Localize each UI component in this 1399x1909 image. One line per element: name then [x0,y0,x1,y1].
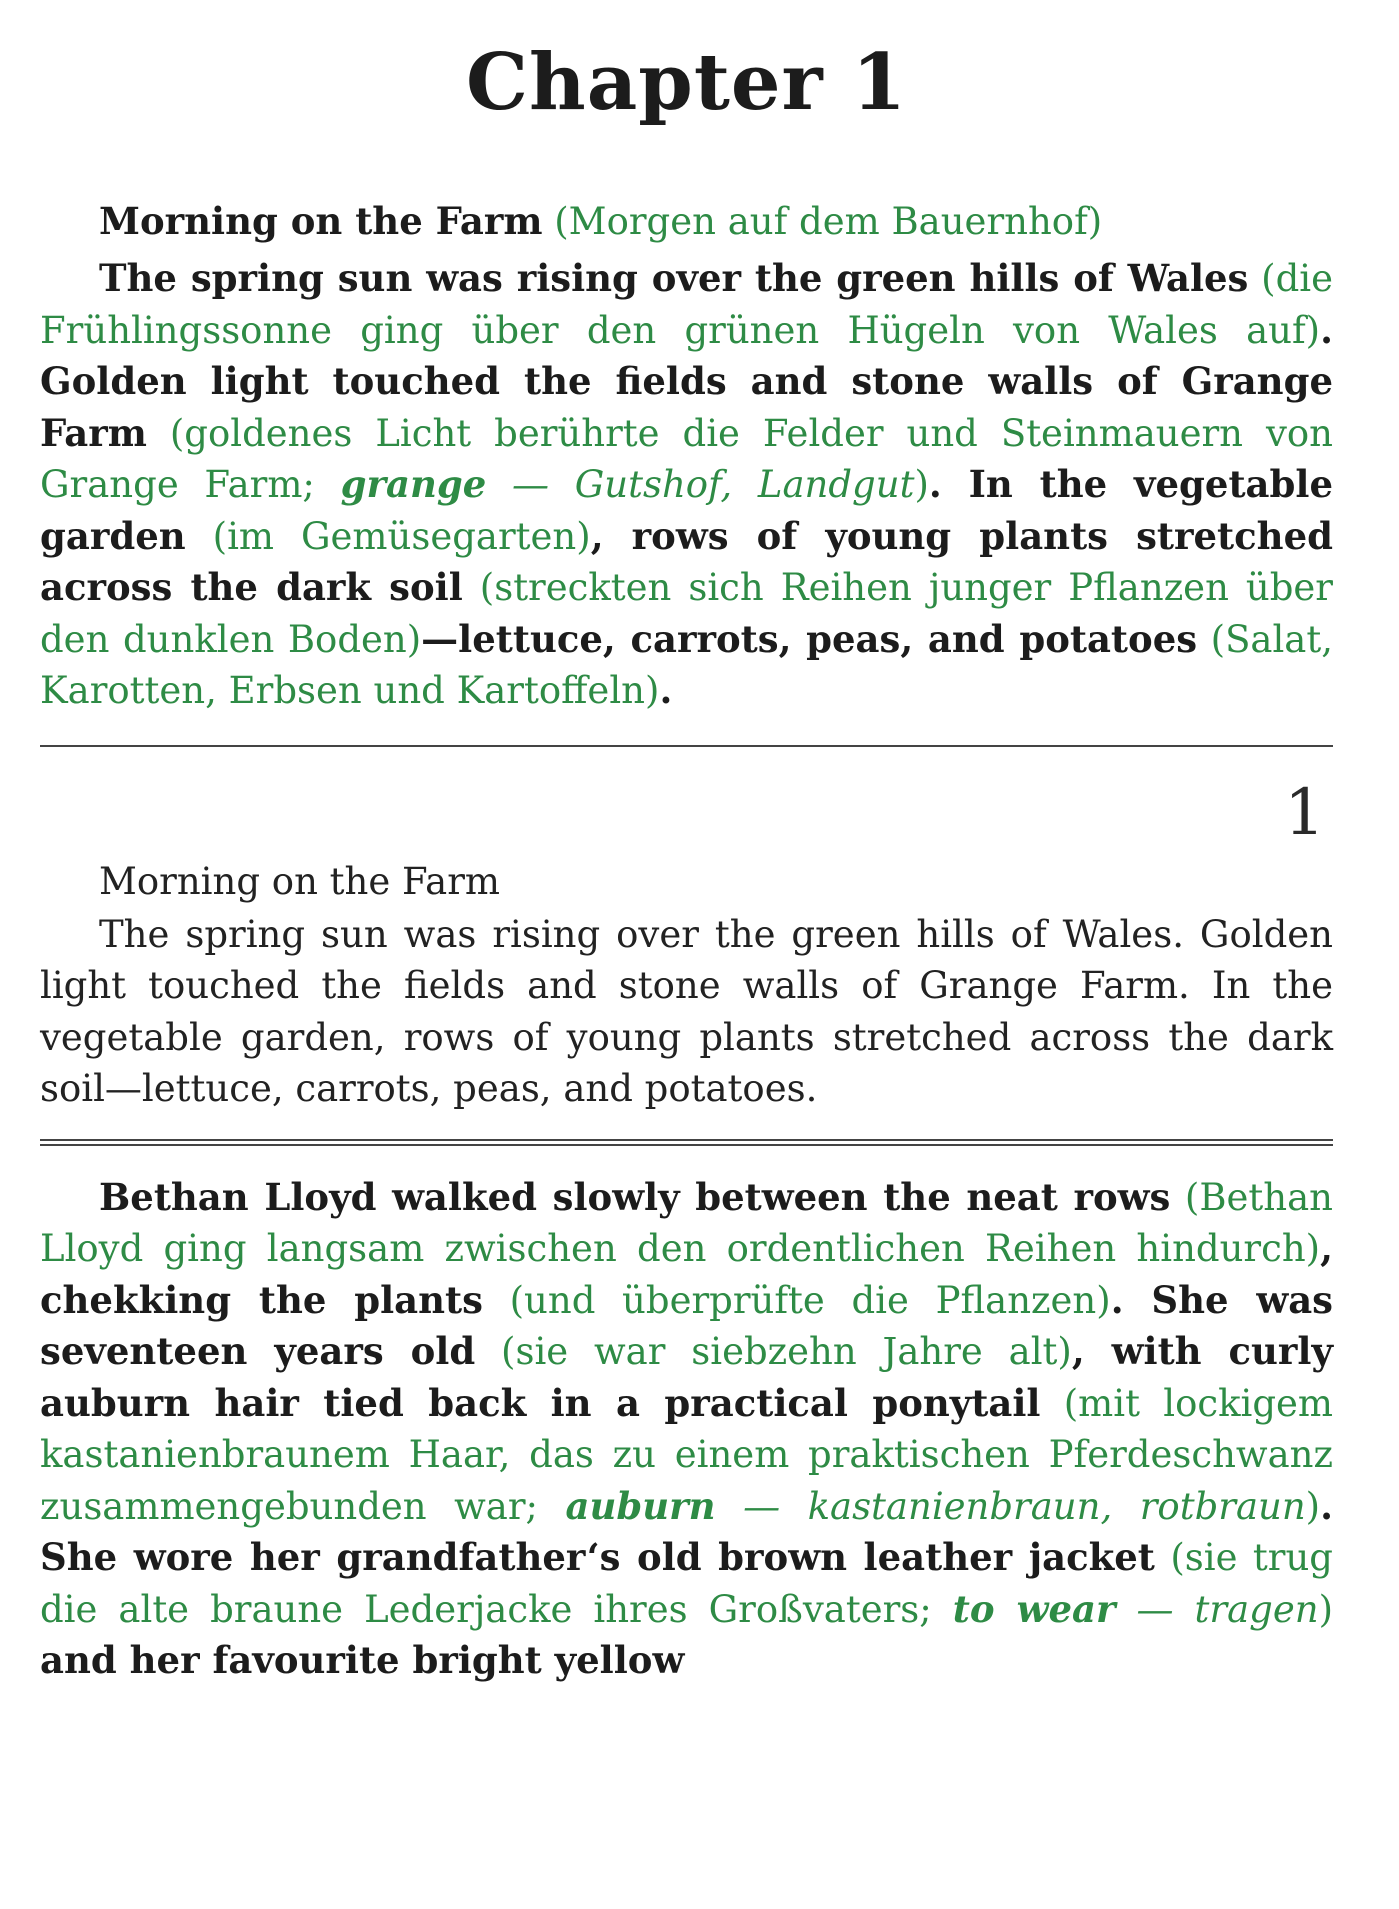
english-text: , rows of young plants stretched across the dark soil [40,513,1333,609]
german-translation: (goldenes Licht berührte die Felder und Steinmauern von Grange Farm; [40,411,1333,506]
english-text: , with curly auburn hair tied back in a practical ponytail [40,1329,1333,1425]
german-translation: (im Gemüsegarten) [185,514,591,558]
german-translation: (und überprüfte die Pflanzen) [482,1278,1111,1322]
english-text: Bethan Lloyd walked slowly between the neat rows [99,1174,1171,1219]
german-translation: (Salat, Karotten, Erbsen und Kartoffeln) [40,617,1333,712]
german-translation: (streckten sich Reihen junger Pflanzen über den dunklen Boden) [40,566,1333,661]
german-translation: (die Frühlingssonne ging über den grünen Hügeln von Wales auf) [40,257,1333,352]
english-text: and her favourite bright yellow [40,1638,685,1682]
bilingual-paragraph-1 [40,253,1333,717]
vocab-definition: — Gutshof, Landgut [486,463,915,506]
section-heading-bilingual [40,196,1333,247]
page-number: 1 [1284,775,1325,850]
english-text: . She was seventeen years old [40,1277,1333,1373]
section-divider [40,745,1333,747]
english-text: The spring sun was rising over the green hills of Wales [99,256,1249,300]
english-text: . Golden light touched the fields and stone walls of Grange Farm [40,307,1333,455]
section-double-divider [40,1139,1333,1146]
german-translation: (sie war siebzehn Jahre alt) [475,1330,1072,1373]
ebook-page [40,0,1333,1687]
english-text: —lettuce, carrots, peas, and potatoes [421,616,1198,661]
vocab-definition: — kastanienbraun, rotbraun [715,1484,1306,1528]
bilingual-section-1 [40,196,1333,717]
vocab-word: grange [340,462,487,506]
german-translation: (sie trug die alte braune Lederjacke ihres Großvaters; [40,1536,1333,1631]
section-heading-english: Morning on the Farm [99,859,501,903]
german-translation: (mit lockigem kastanienbraunem Haar, das zu einem praktischen Pferdeschwanz zusammengebunden war; [40,1381,1334,1528]
german-translation: ) [1318,1587,1333,1631]
chapter-title: Chapter 1 [465,37,908,128]
vocab-word: to wear [952,1586,1116,1631]
heading-translation: (Morgen auf dem Bauernhof) [554,200,1103,243]
english-text: , chekking the plants [40,1226,1333,1322]
english-text: . She wore her grandfather‘s old brown leather jacket [40,1483,1333,1579]
vocab-definition: — tragen [1115,1587,1319,1631]
german-translation: ) [914,463,929,506]
german-translation: (Bethan Lloyd ging langsam zwischen den ordentlichen Reihen hindurch) [40,1175,1333,1270]
english-section [40,857,1333,1115]
bilingual-paragraph-2 [40,1172,1333,1687]
german-translation: ) [1305,1484,1321,1528]
vocab-word: auburn [565,1483,716,1528]
english-paragraph: The spring sun was rising over the green hills of Wales. Golden light touched the fields and stone walls of Grange Farm. In the vegetable garden, rows of young plants stretched across the dark soil—lettuce, carrots, peas, and potatoes. [40,912,1333,1110]
heading-text: Morning on the Farm [99,199,543,243]
english-text: . In the vegetable garden [40,462,1333,558]
bilingual-section-2 [40,1172,1333,1687]
english-text: . [659,668,673,712]
